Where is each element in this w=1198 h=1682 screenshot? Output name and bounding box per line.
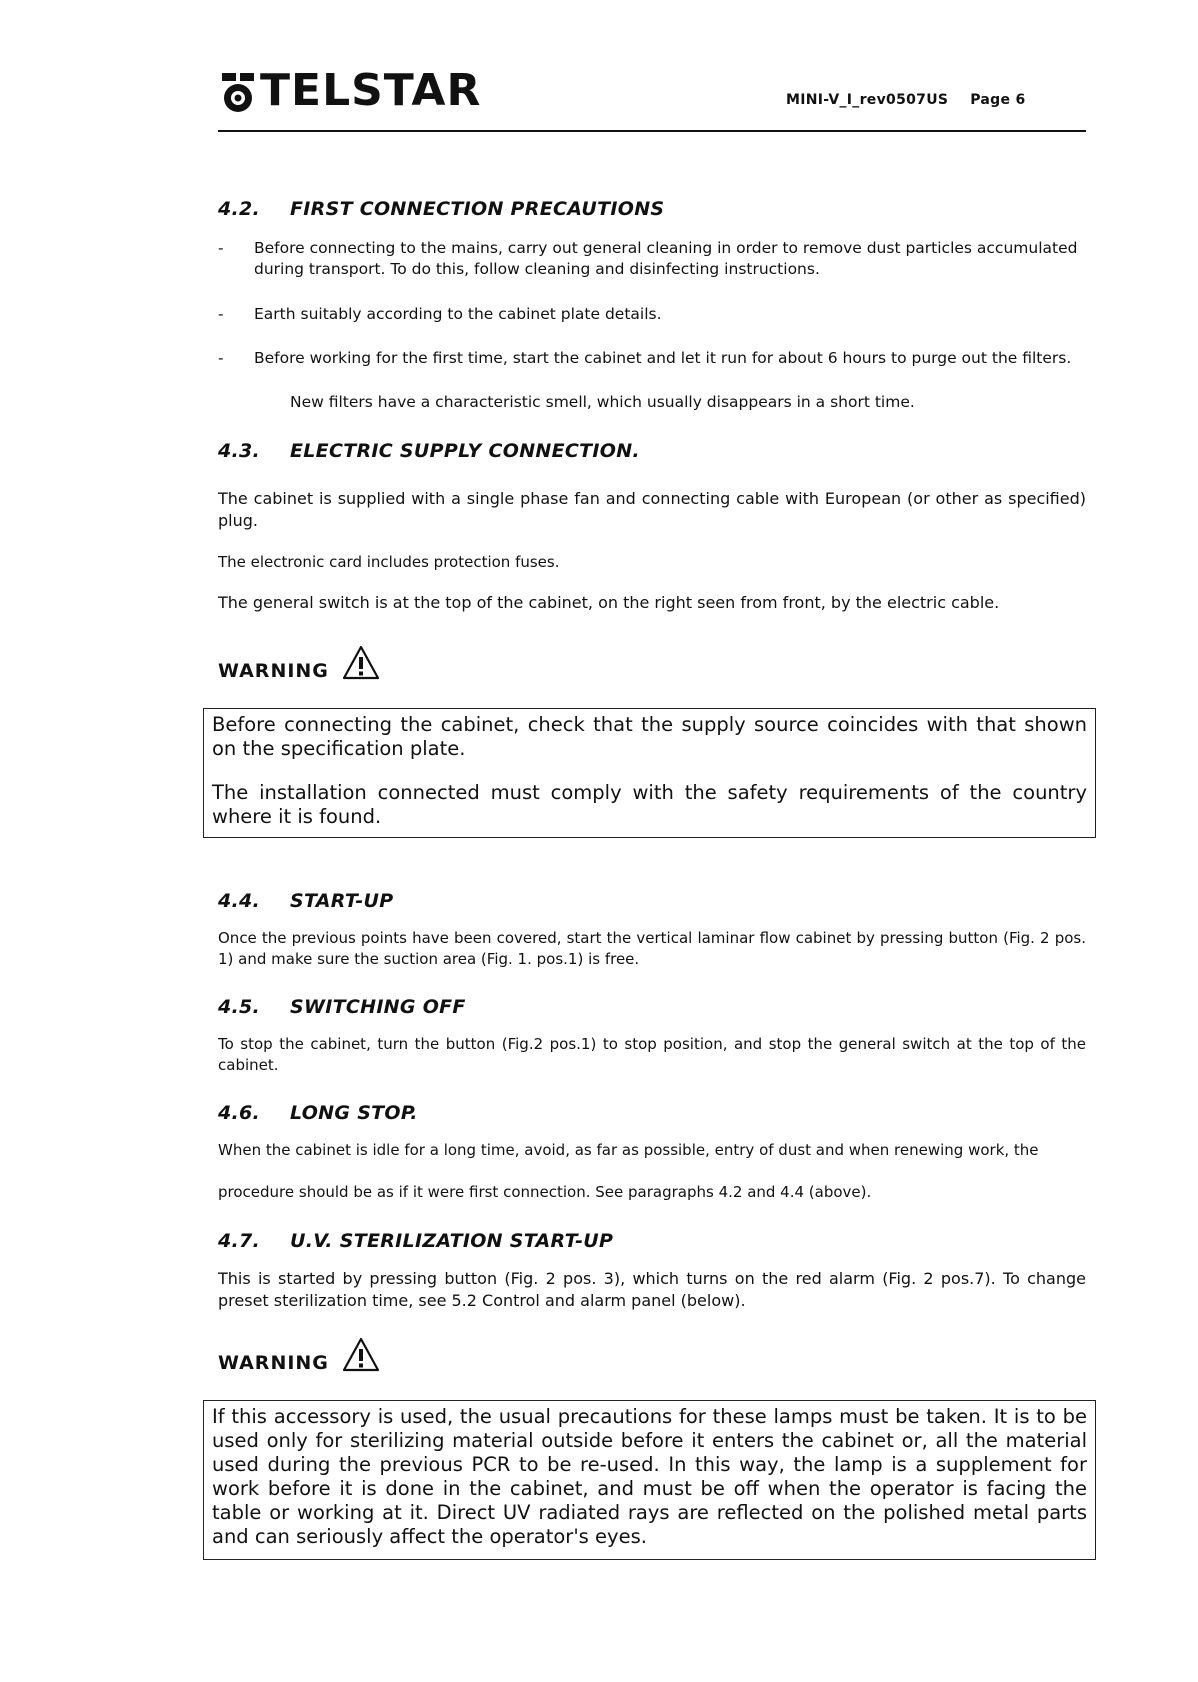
list-item — [218, 304, 1086, 326]
paragraph: The cabinet is supplied with a single phase fan and connecting cable with European (or other as specified) plug. — [218, 489, 1086, 530]
section-title: U.V. STERILIZATION START-UP — [290, 1230, 614, 1252]
section-title: ELECTRIC SUPPLY CONNECTION. — [290, 440, 640, 462]
bullet-text: Before connecting to the mains, carry out general cleaning in order to remove dust particles accumulated during transport. To do this, follow cleaning and disinfecting instructions. — [254, 239, 1078, 278]
section-4-3-heading — [218, 440, 640, 462]
section-4-2-heading — [218, 198, 664, 220]
section-4-7-heading — [218, 1230, 613, 1252]
section-title: START-UP — [290, 890, 394, 912]
bullet-dash: - — [218, 349, 224, 367]
bullet-dash: - — [218, 239, 224, 257]
warning-triangle-icon — [341, 644, 381, 682]
telstar-logo — [220, 62, 481, 120]
bullet-dash: - — [218, 305, 224, 323]
list-item — [218, 348, 1086, 392]
warning-label: WARNING — [218, 660, 329, 682]
warning-text: Before connecting the cabinet, check that the supply source coincides with that shown on the specification plate. — [212, 713, 1087, 760]
warning-heading — [218, 1336, 381, 1374]
header-divider — [218, 130, 1086, 132]
section-number: 4.5. — [218, 996, 261, 1018]
list-item — [218, 238, 1086, 282]
warning-heading — [218, 644, 381, 682]
page-number: Page 6 — [970, 92, 1026, 108]
section-title: LONG STOP. — [290, 1102, 418, 1124]
section-4-4-heading — [218, 890, 393, 912]
section-title: FIRST CONNECTION PRECAUTIONS — [290, 198, 665, 220]
paragraph: The general switch is at the top of the cabinet, on the right seen from front, by the electric cable. — [218, 593, 1000, 612]
paragraph: To stop the cabinet, turn the button (Fig.2 pos.1) to stop position, and stop the general switch at the top of the cabinet. — [218, 1035, 1086, 1074]
warning-text: If this accessory is used, the usual precautions for these lamps must be taken. It is to be used only for sterilizing material outside before it enters the cabinet or, all the material used during the previous PCR to be re-used. In this way, the lamp is a supplement for work before it is done in the cabinet, and must be off when the operator is facing the table or working at it. Direct UV radiated rays are reflected on the polished metal parts and can seriously affect the operator's eyes. — [212, 1405, 1087, 1548]
header-reference — [786, 92, 1026, 108]
bullet-note: New filters have a characteristic smell, which usually disappears in a short time. — [290, 393, 915, 411]
paragraph: When the cabinet is idle for a long time, avoid, as far as possible, entry of dust and when renewing work, the — [218, 1141, 1039, 1159]
section-title: SWITCHING OFF — [290, 996, 466, 1018]
paragraph: This is started by pressing button (Fig. 2 pos. 3), which turns on the red alarm (Fig. 2 pos.7). To change preset sterilization time, see 5.2 Control and alarm panel (below). — [218, 1269, 1086, 1310]
warning-triangle-icon — [341, 1336, 381, 1374]
warning-box-uv — [203, 1400, 1096, 1560]
section-number: 4.6. — [218, 1102, 261, 1124]
brand-name: TELSTAR — [260, 65, 482, 116]
bullet-text: Earth suitably according to the cabinet plate details. — [254, 305, 662, 323]
warning-label: WARNING — [218, 1352, 329, 1374]
section-number: 4.3. — [218, 440, 261, 462]
telstar-logo-mark-icon — [220, 71, 256, 111]
section-4-5-heading — [218, 996, 466, 1018]
section-number: 4.7. — [218, 1230, 261, 1252]
bullet-text: Before working for the first time, start the cabinet and let it run for about 6 hours to purge out the filters. — [254, 349, 1072, 367]
paragraph: procedure should be as if it were first connection. See paragraphs 4.2 and 4.4 (above). — [218, 1183, 872, 1201]
document-reference: MINI-V_I_rev0507US — [786, 92, 949, 108]
paragraph: The electronic card includes protection fuses. — [218, 553, 560, 571]
paragraph: Once the previous points have been covered, start the vertical laminar flow cabinet by pressing button (Fig. 2 pos. 1) and make sure the suction area (Fig. 1. pos.1) is free. — [218, 929, 1086, 968]
warning-box-electric — [203, 708, 1096, 838]
section-number: 4.2. — [218, 198, 261, 220]
warning-text: The installation connected must comply with the safety requirements of the country where it is found. — [212, 781, 1087, 828]
section-number: 4.4. — [218, 890, 261, 912]
section-4-6-heading — [218, 1102, 418, 1124]
